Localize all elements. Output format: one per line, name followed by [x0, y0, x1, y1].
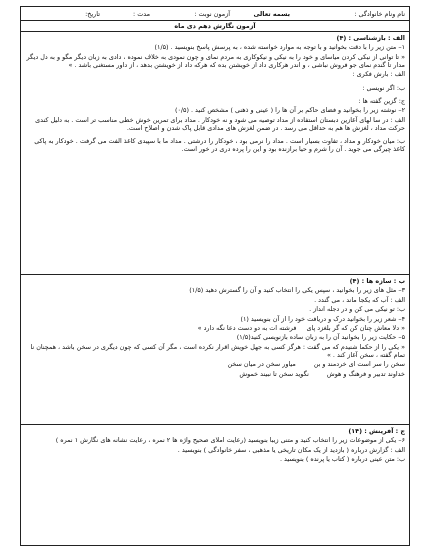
poem-hemistich: خداوند تدبیر و فرهنگ و هوش [326, 369, 405, 378]
bismillah-text: بسمه تعالی [253, 9, 290, 18]
question-5-passage: « یکی را از حکما شنیدم که می گفت : هرگز کسی به جهل خویش اقرار نکرده است ، مگر آن کسی که چون دیگری در سخن باشد ، همچنان نا تمام گفته ، سخن آغاز کند . » [30, 342, 405, 359]
question-1-part-c: ج: گزین گفته ها : [358, 96, 405, 105]
student-name-label: نام ونام خانوادگی : [354, 9, 405, 18]
question-6-option-b: ب: متن عینی درباره ( کتاب یا پرنده ) بنویسید . [279, 455, 405, 464]
exam-header [21, 7, 409, 21]
exam-session-label: آزمون نوبت : [194, 9, 230, 18]
section-creation [21, 425, 409, 547]
question-3-prompt: ۳– مثل های زیر را بخوانید ، سپس یکی را انتخاب کنید و آن را گسترش دهید (۱/۵) [189, 286, 405, 295]
question-1-part-a: الف : بارش فکری : [352, 70, 405, 79]
question-6-prompt: ۶– یکی از موضوعات زیر را انتخاب کنید و متنی زیبا بنویسید (رعایت املای صحیح واژه ها ۲ نمره ، رعایت نشانه های نگارش ۱ نمره ) [55, 436, 405, 445]
question-1-prompt: ۱– متن زیر را با دقت بخوانید و با توجه به موارد خواسته شده ، به پرسش پاسخ بنویسید . (۱/۵) [154, 43, 405, 52]
question-2-prompt: ۲– نوشته زیر را بخوانید و فضای حاکم بر آن ها را ( عینی و ذهنی ) مشخص کنید . (۰/۵) [174, 106, 405, 115]
section-a-heading: الف : بازشناسی : (۴) [336, 34, 405, 42]
question-1-part-b: ب: اگر نویسی : [362, 83, 405, 92]
question-5-prompt: ۵– حکایت زیر را بخوانید آن را به زبان ساده بازنویسی کنید(۱/۵) [236, 333, 405, 342]
section-recognition [21, 32, 409, 275]
section-structures [21, 275, 409, 425]
poem-couplet-1 [25, 360, 405, 368]
poem-hemistich: نگوید سخن تا نبیند خموش [239, 369, 309, 378]
poem-hemistich: میاور سخن در میان سخن [227, 360, 296, 369]
question-4-poem: « دلا معاش چنان کن که گر بلغزد پای فرشته ات به دو دست دعا نگه دارد » [197, 323, 405, 332]
date-label: تاریخ: [85, 9, 100, 18]
question-6-option-a: الف : گزارش درباره ( بازدید از یک مکان تاریخی یا مذهبی ، سفر خانوادگی ) بنویسید . [177, 445, 405, 454]
question-2-text-b: ب: میان خودکار و مداد ، تفاوت بسیار است . مداد را نرمی بود ، خودکار را درشتی . مداد ما با سپیدی کاغذ الفت می گرفت . خودکار به پاکی کاغذ چیرگی می جوید . آن را شرم و حیا برازنده بود و این را پرده دری در خور است. [34, 137, 405, 154]
section-b-heading: ب : سازه ها : (۴) [349, 277, 405, 285]
question-3-proverb-b: ب: تو نیکی می کن و در دجله انداز . [309, 305, 405, 314]
question-1-passage: « تا توانی از نیکی کردن میاسای و خود را به نیکی و نیکوکاری به مردم نمای و چون نمودی به خلاف نموده ، دادی به زبان دیگر مگو و به دل دیگر مدار تا گندم نمای جو فروش نباشی ، و اندر هرکاری داد از خویشتن بده که هرکه داد از خویشتن بدهد ، از داور مستغنی باشد . » [26, 52, 405, 69]
exam-sheet [20, 6, 410, 546]
duration-label: مدت : [133, 9, 150, 18]
question-4-prompt: ۴– شعر زیر را بخوانید درک و دریافت خود را از آن بنویسید (۱) [240, 314, 405, 323]
exam-title: آزمون نگارش دهم دی ماه [21, 21, 409, 32]
poem-hemistich: سخن را سر است ای خردمند و بن [313, 360, 405, 369]
section-c-heading: ج : آفرینش : (۱۴) [348, 427, 405, 435]
question-3-proverb-a: الف : آب که یکجا ماند ، می گندد . [314, 295, 405, 304]
poem-couplet-2 [25, 370, 405, 378]
question-2-text-a: الف : در سا لهای آغازین دبستان استفاده از مداد توصیه می شود و نه خودکار . مداد برای تمرین خوش خطی مناسب تر است . به دلیل کندی حرکت مداد ، لغزش ها هم به حداقل می رسد . در ضمن لغزش های مدادی قابل پاک شدن و اصلاح است. [35, 115, 405, 132]
